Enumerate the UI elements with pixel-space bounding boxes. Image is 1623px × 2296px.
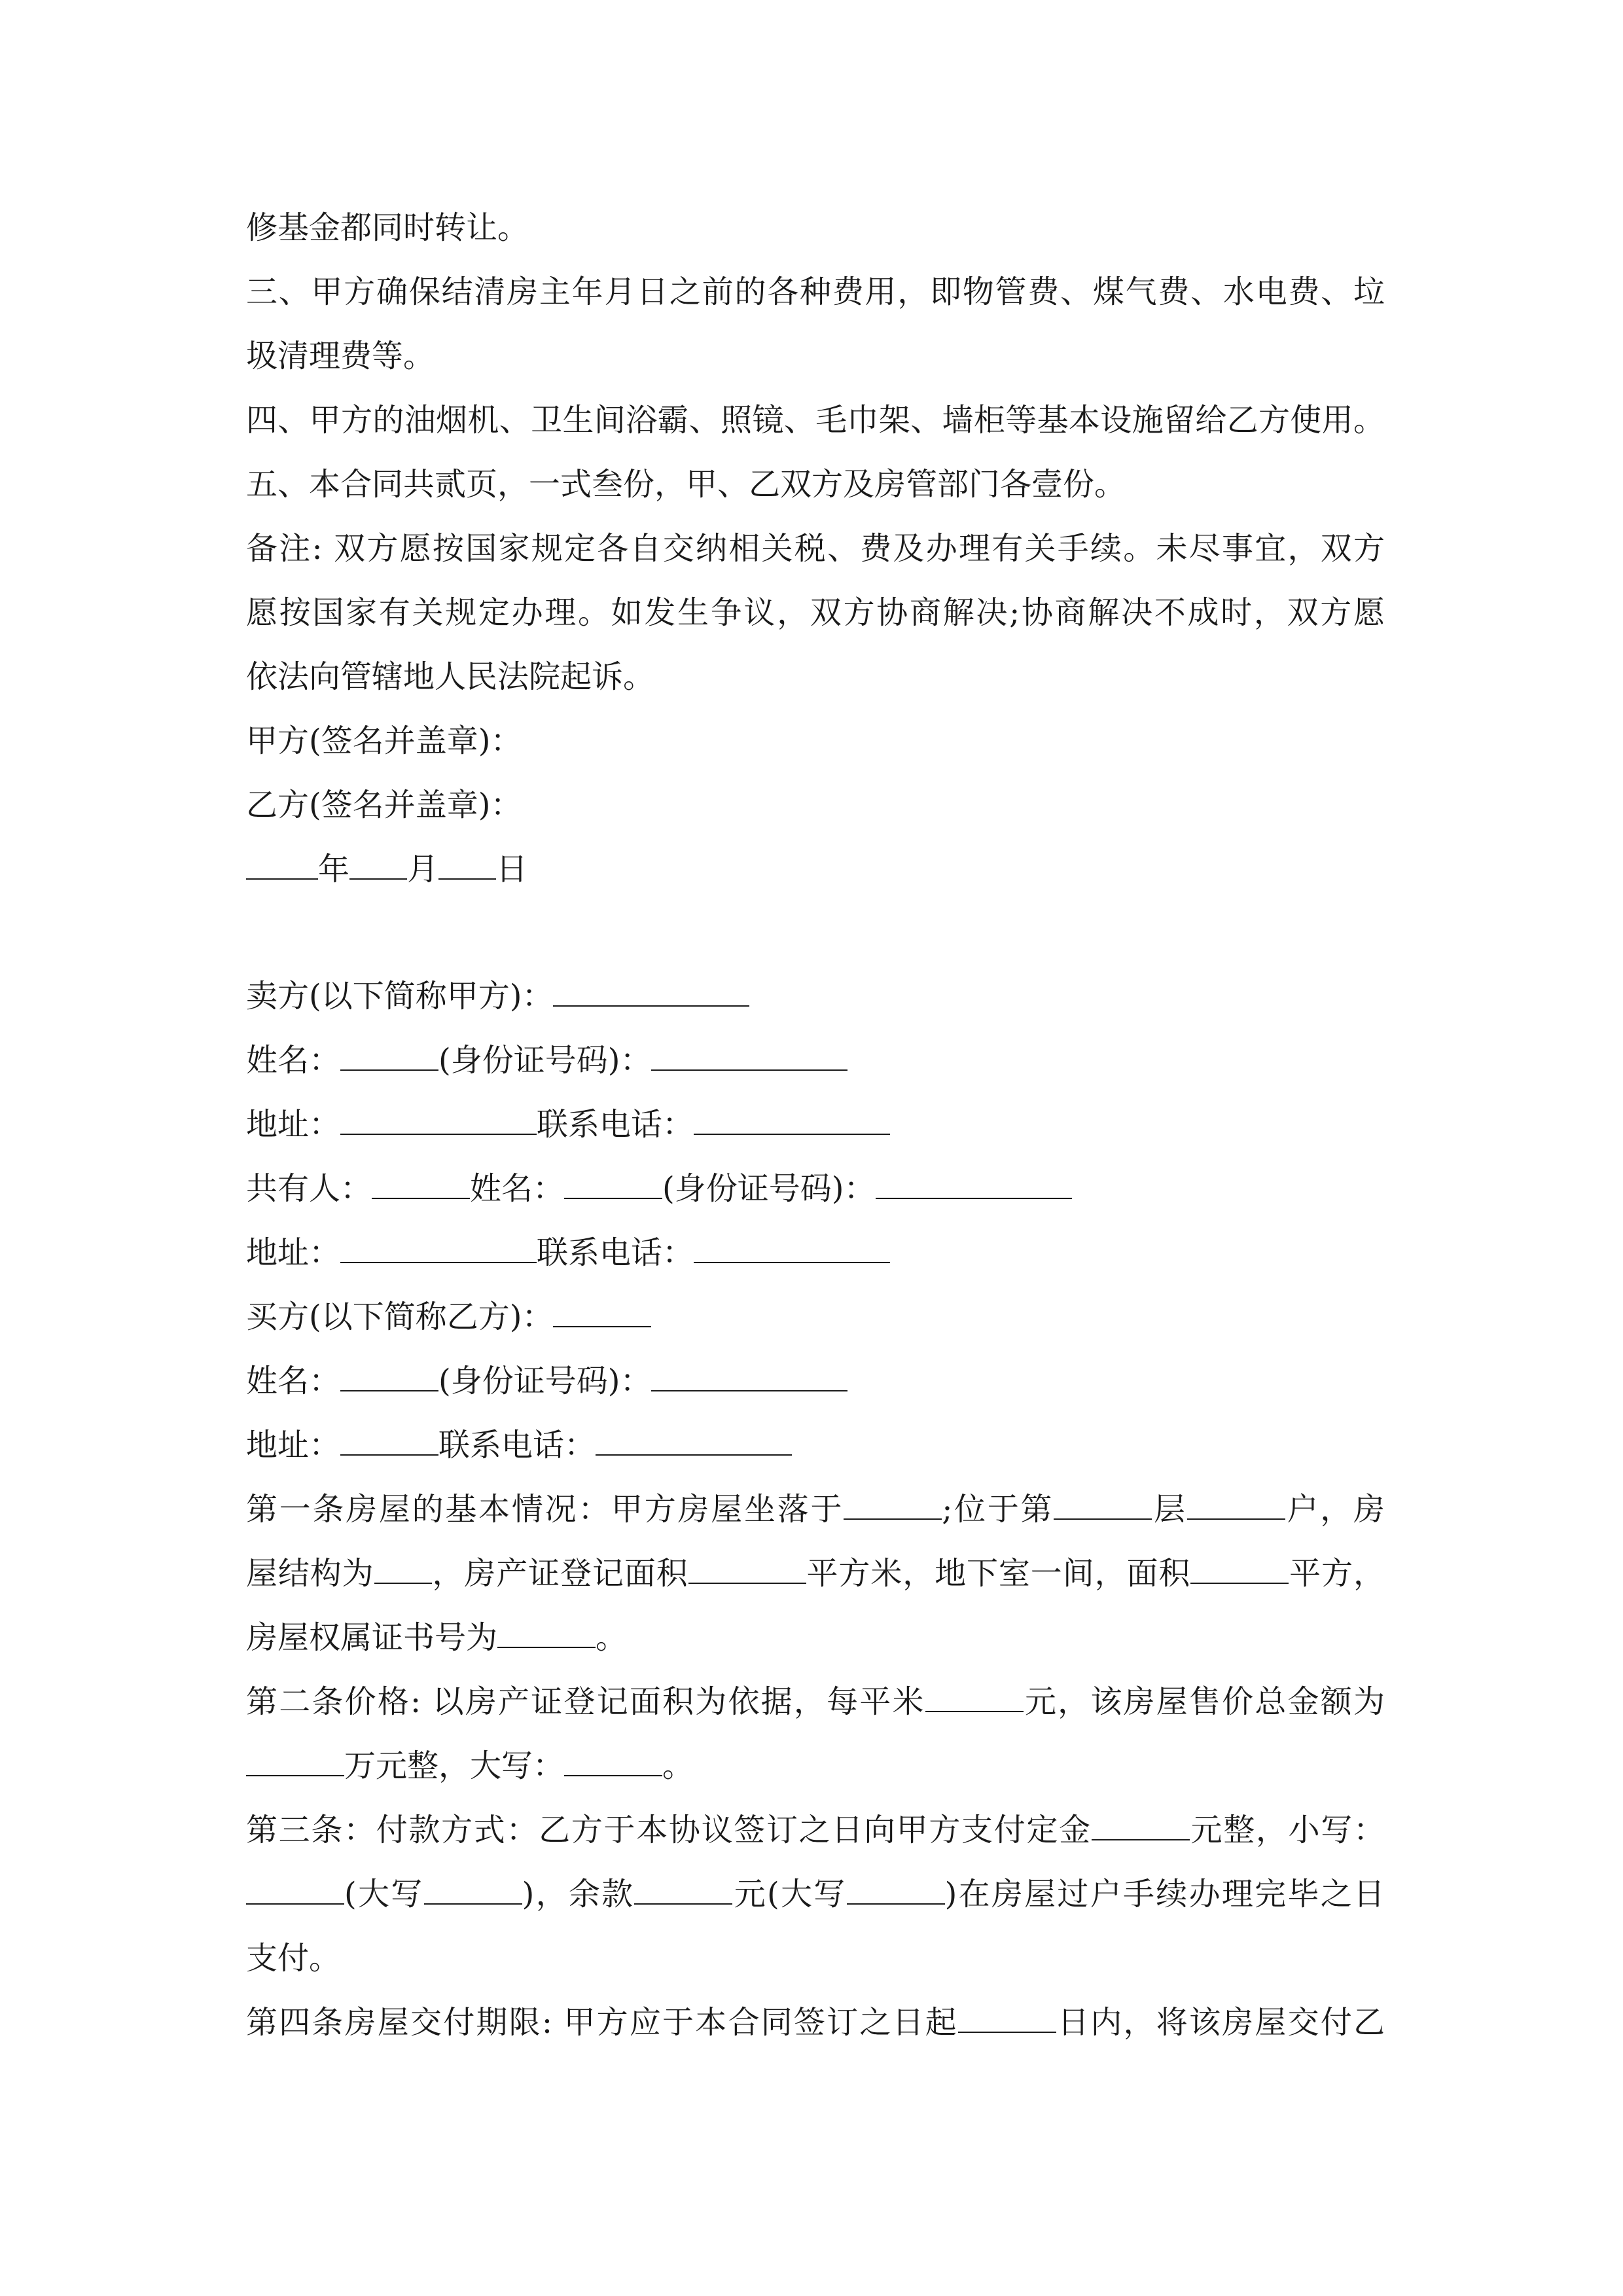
article-three-line-1: 第三条：付款方式：乙方于本协议签订之日向甲方支付定金 元整，小写： — [246, 1812, 1385, 1848]
blank-field[interactable] — [876, 1169, 1072, 1199]
blank-field[interactable] — [340, 1105, 537, 1135]
clause-four: 四、甲方的油烟机、卫生间浴霸、照镜、毛巾架、墙柜等基本设施留给乙方使用。 — [246, 402, 1385, 439]
blank-field[interactable] — [844, 1490, 942, 1520]
blank-field[interactable] — [596, 1426, 792, 1456]
blank-field[interactable] — [340, 1361, 438, 1391]
article-four-line-1: 第四条房屋交付期限: 甲方应于本合同签订之日起 日内，将该房屋交付乙 — [246, 2004, 1385, 2041]
blank-field[interactable] — [564, 1169, 662, 1199]
blank-field[interactable] — [1092, 1810, 1190, 1840]
note-line-1: 备注: 双方愿按国家规定各自交纳相关税、费及办理有关手续。未尽事宜，双方 — [246, 530, 1385, 567]
seller-name-line: 姓名： (身份证号码)： — [246, 1041, 1385, 1080]
text-line — [246, 208, 1385, 247]
signature-party-a: 甲方(签名并盖章)： — [246, 723, 522, 759]
blank-field[interactable] — [497, 1618, 596, 1648]
blank-field[interactable] — [1054, 1490, 1152, 1520]
blank-field[interactable] — [340, 1426, 438, 1456]
blank-field[interactable] — [553, 977, 749, 1007]
blank-field[interactable] — [246, 850, 318, 880]
blank-field[interactable] — [246, 1746, 344, 1776]
blank-field[interactable] — [958, 2003, 1056, 2033]
blank-field[interactable] — [564, 1746, 662, 1776]
blank-field[interactable] — [694, 1105, 890, 1135]
blank-field[interactable] — [424, 1874, 522, 1905]
article-three-line-3: 支付。 — [246, 1940, 341, 1977]
blank-field[interactable] — [688, 1554, 806, 1584]
note-line-3: 依法向管辖地人民法院起诉。 — [246, 658, 655, 695]
article-one-line-3: 房屋权属证书号为 。 — [246, 1619, 628, 1656]
buyer-line: 买方(以下简称乙方)： — [246, 1297, 1385, 1336]
blank-field[interactable] — [651, 1361, 847, 1391]
blank-field[interactable] — [374, 1554, 432, 1584]
article-two-line-1: 第二条价格: 以房产证登记面积为依据，每平米 元，该房屋售价总金额为 — [246, 1683, 1385, 1720]
blank-field[interactable] — [246, 1874, 344, 1905]
clause-three-line-1: 三、甲方确保结清房主年月日之前的各种费用，即物管费、煤气费、水电费、垃 — [246, 274, 1385, 310]
blank-field[interactable] — [438, 850, 496, 880]
co-owner-address-line: 地址： 联系电话： — [246, 1233, 1385, 1272]
blank-field[interactable] — [349, 850, 407, 880]
blank-field[interactable] — [372, 1169, 470, 1199]
blank-field[interactable] — [651, 1041, 847, 1071]
co-owner-line: 共有人： 姓名： (身份证号码)： — [246, 1169, 1385, 1208]
article-one-line-2: 屋结构为 ，房产证登记面积 平方米，地下室一间，面积 平方， — [246, 1555, 1385, 1592]
buyer-name-line: 姓名： (身份证号码)： — [246, 1361, 1385, 1401]
blank-field[interactable] — [553, 1297, 651, 1327]
clause-five: 五、本合同共贰页，一式叁份，甲、乙双方及房管部门各壹份。 — [246, 466, 1126, 503]
seller-address-line: 地址： 联系电话： — [246, 1105, 1385, 1144]
blank-field[interactable] — [340, 1041, 438, 1071]
blank-field[interactable] — [847, 1874, 945, 1905]
note-line-2: 愿按国家有关规定办理。如发生争议，双方协商解决;协商解决不成时，双方愿 — [246, 594, 1385, 631]
blank-field[interactable] — [1190, 1554, 1289, 1584]
buyer-address-line: 地址： 联系电话： — [246, 1426, 1385, 1465]
article-three-line-2: (大写 )，余款 元(大写 )在房屋过户手续办理完毕之日 — [246, 1874, 1385, 1914]
seller-line: 卖方(以下简称甲方)： — [246, 977, 1385, 1016]
blank-field[interactable] — [634, 1874, 732, 1905]
signature-date: 年 月 日 — [246, 850, 1385, 889]
blank-field[interactable] — [925, 1682, 1024, 1712]
signature-party-b: 乙方(签名并盖章)： — [246, 787, 522, 823]
blank-field[interactable] — [1187, 1490, 1285, 1520]
continuation-text: 修基金都同时转让。 — [246, 209, 529, 246]
article-one-line-1: 第一条房屋的基本情况：甲方房屋坐落于 ;位于第 层 户，房 — [246, 1491, 1385, 1528]
blank-field[interactable] — [340, 1233, 537, 1263]
blank-field[interactable] — [694, 1233, 890, 1263]
clause-three-line-2: 圾清理费等。 — [246, 338, 435, 374]
article-two-line-2: 万元整，大写： 。 — [246, 1746, 1385, 1785]
